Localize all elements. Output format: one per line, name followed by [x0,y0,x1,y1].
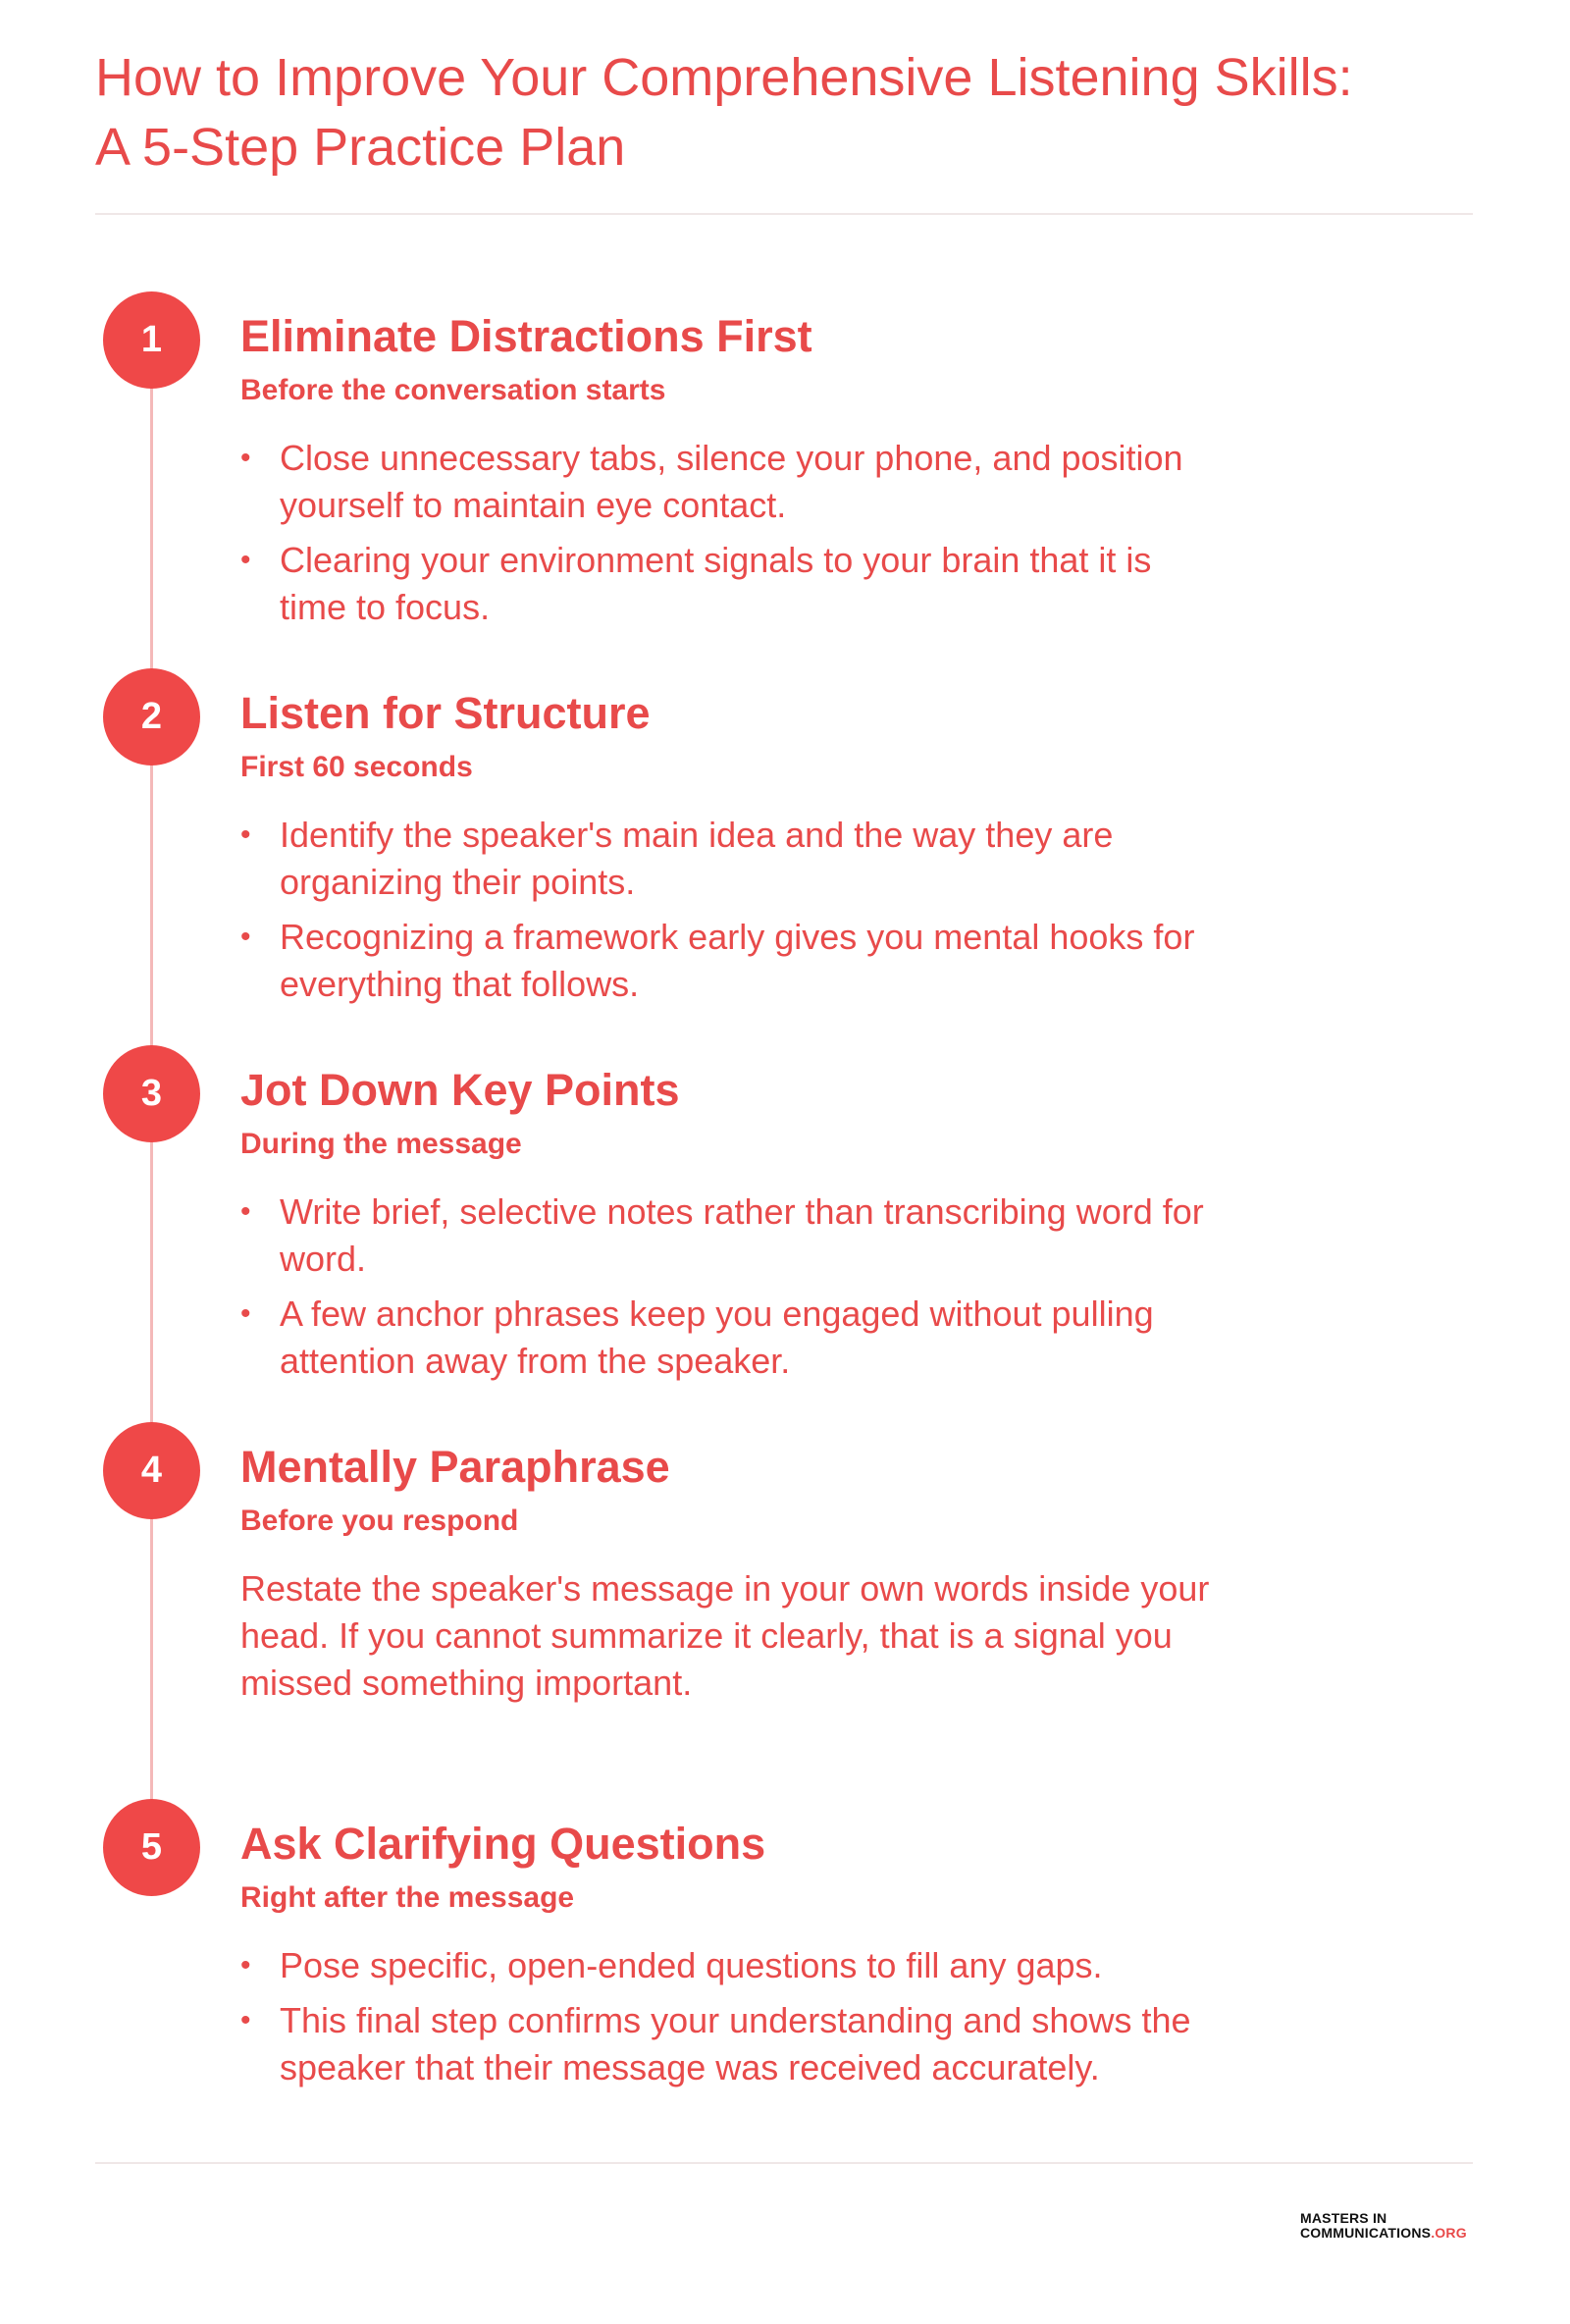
step-bullet-list [240,812,1222,1016]
step-number-badge: 5 [103,1799,200,1896]
step-number-badge: 1 [103,291,200,389]
step-number-badge: 4 [103,1422,200,1519]
step-subtitle: Before you respond [240,1505,519,1537]
step-paragraph: Restate the speaker's message in your own words inside your head. If you cannot summarize it clearly, that is a signal you missed something important. [240,1568,1210,1703]
bullet-item: • Clearing your environment signals to your brain that it is time to focus. [240,537,1222,631]
step-title: Listen for Structure [240,688,651,738]
step-bullet-list [240,1188,1222,1393]
logo-line-2 [1300,2226,1467,2241]
step-subtitle: Right after the message [240,1881,575,1914]
bottom-divider [95,2162,1473,2164]
logo-word: COMMUNICATIONS [1300,2225,1432,2241]
step-bullet-list [240,1942,1222,2099]
top-divider [95,213,1473,215]
bullet-item: • Recognizing a framework early gives you mental hooks for everything that follows. [240,914,1222,1008]
step-title: Eliminate Distractions First [240,311,812,361]
step-title: Jot Down Key Points [240,1065,680,1115]
bullet-item: • Identify the speaker's main idea and the way they are organizing their points. [240,812,1222,906]
bullet-item: • Close unnecessary tabs, silence your phone, and position yourself to maintain eye contact. [240,435,1222,529]
step-subtitle: Before the conversation starts [240,374,666,406]
page-title: How to Improve Your Comprehensive Listening Skills: A 5-Step Practice Plan [95,48,1353,177]
step-bullet-list [240,435,1222,639]
step-number-badge: 2 [103,668,200,766]
step-subtitle: During the message [240,1128,522,1160]
bullet-item: • A few anchor phrases keep you engaged without pulling attention away from the speaker. [240,1291,1222,1385]
step-title: Ask Clarifying Questions [240,1819,766,1869]
step-title: Mentally Paraphrase [240,1442,670,1492]
logo-suffix: .ORG [1431,2225,1467,2241]
bullet-item: • Write brief, selective notes rather than transcribing word for word. [240,1188,1222,1283]
step-number-badge: 3 [103,1045,200,1142]
logo-line-1: MASTERS IN [1300,2210,1387,2226]
bullet-item: • Pose specific, open-ended questions to fill any gaps. [240,1942,1222,1989]
step-subtitle: First 60 seconds [240,751,473,783]
bullet-item: • This final step confirms your understanding and shows the speaker that their message was received accurately. [240,1997,1222,2091]
brand-logo [1300,2211,1467,2241]
